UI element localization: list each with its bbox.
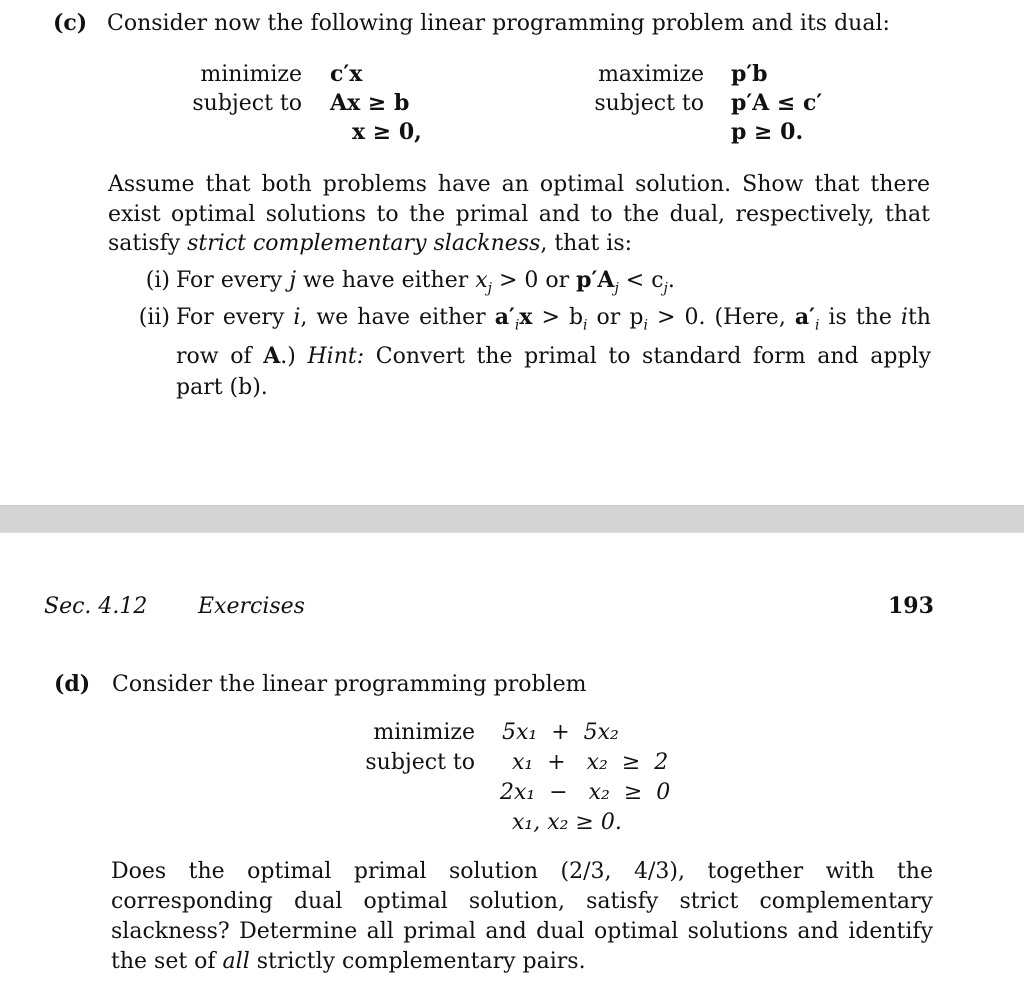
primal-constraint: Ax ≥ b — [330, 90, 410, 116]
dual-keyword-subject-to: subject to — [594, 91, 704, 116]
lp-constraint-1: x₁ + x₂ ≥ 2 — [512, 750, 669, 775]
primal-keyword-subject-to: subject to — [192, 91, 302, 116]
item-i-label: (i) — [145, 268, 170, 293]
dual-keyword-maximize: maximize — [598, 62, 704, 87]
part-c-label: (c) — [53, 10, 88, 36]
item-ii-label: (ii) — [138, 305, 170, 330]
running-header-section: Sec. 4.12 — [44, 594, 148, 619]
primal-objective: c′x — [330, 61, 363, 87]
lp-constraint-2: 2x₁ − x₂ ≥ 0 — [500, 780, 671, 805]
item-i-text: For every j we have either $x_j > 0$ or $p'A_j < c_j$. — [176, 267, 675, 297]
lp-objective: 5x₁ + 5x₂ — [502, 720, 619, 745]
item-ii-text: For every i, we have either $a'_ix > b_i$ or $p_i > 0$. (Here, $a'_i$ is the ith row of A.) Hint: Convert the primal to standard form and apply part (b). — [176, 304, 932, 401]
dual-nonnegativity: p ≥ 0. — [731, 119, 804, 145]
primal-nonnegativity: x ≥ 0, — [352, 119, 422, 145]
page-number: 193 — [888, 593, 934, 619]
lp-keyword-minimize: minimize — [373, 720, 475, 745]
part-d-label: (d) — [54, 671, 91, 697]
page-break-divider — [0, 505, 1024, 533]
dual-objective: p′b — [731, 61, 768, 87]
lp-keyword-subject-to: subject to — [365, 750, 475, 775]
primal-keyword-minimize: minimize — [200, 62, 302, 87]
part-d-intro: Consider the linear programming problem — [112, 672, 587, 697]
running-header-title: Exercises — [198, 594, 305, 619]
dual-constraint: p′A ≤ c′ — [731, 90, 823, 116]
page-lower — [0, 532, 1024, 983]
part-d-question: Does the optimal primal solution (2/3, 4/3), together with the corresponding dual optimal solution, satisfy strict complementary slackness? Determine all primal and dual optimal solutions and identify the set of all strictly complementary pairs. — [111, 859, 933, 974]
part-c-intro: Consider now the following linear programming problem and its dual: — [107, 11, 890, 36]
assumption-paragraph: Assume that both problems have an optimal solution. Show that there exist optimal solutions to the primal and to the dual, respectively, that satisfy strict complementary slackness, that is: — [108, 172, 930, 256]
lp-nonnegativity: x₁, x₂ ≥ 0. — [512, 810, 622, 835]
